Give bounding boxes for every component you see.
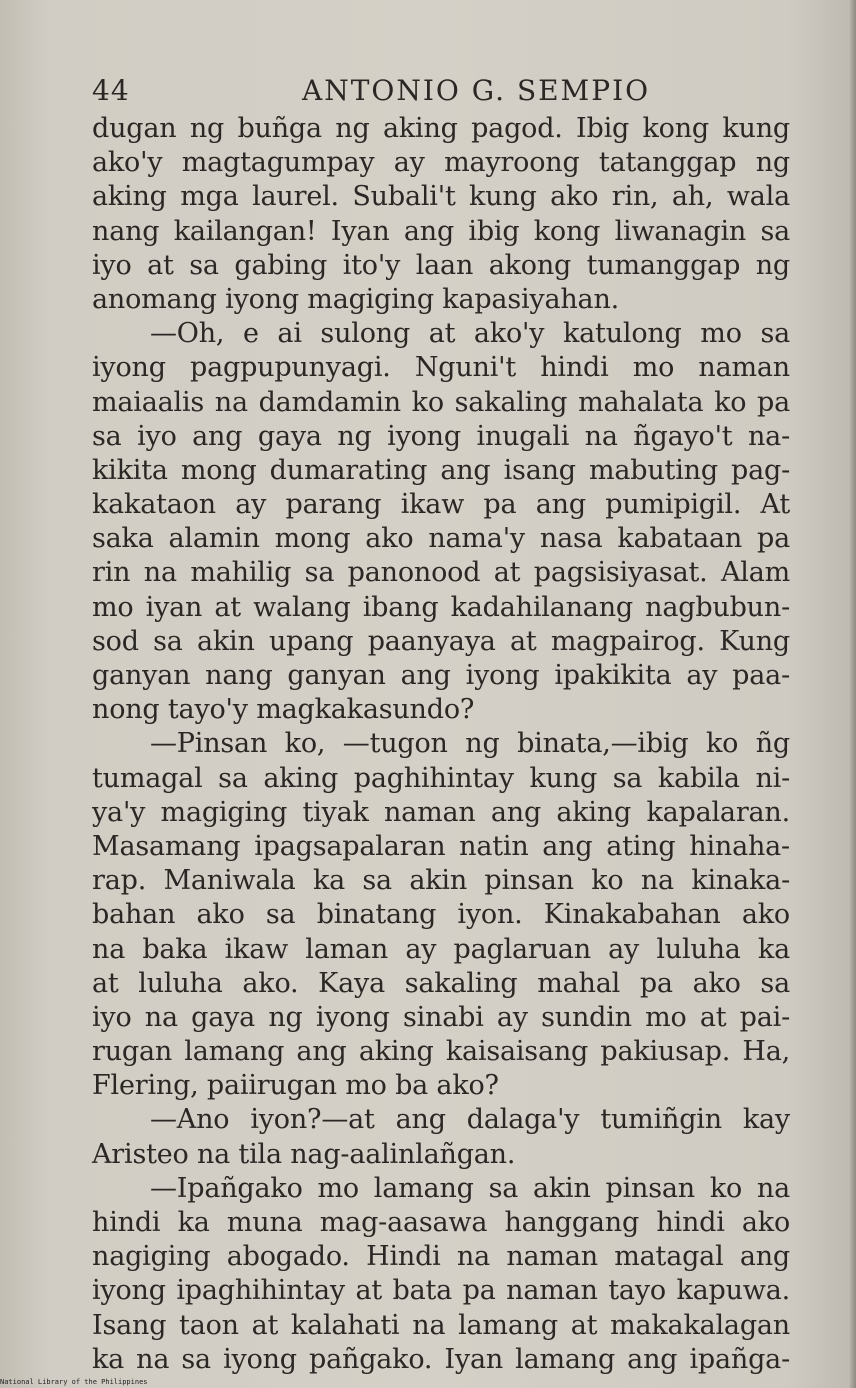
text-line: Flering, paiirugan mo ba ako? <box>92 1070 499 1102</box>
text-line: iyong ipaghihintay at bata pa naman tayo kapuwa. <box>92 1275 790 1307</box>
text-line: na baka ikaw laman ay paglaruan ay luluha ka <box>92 933 790 965</box>
text-line: iyong pagpupunyagi. Nguni't hindi mo naman <box>92 352 790 384</box>
text-line: hindi ka muna mag-aasawa hanggang hindi ako <box>92 1207 790 1238</box>
text-line: maiaalis na damdamin ko sakaling mahalata ko pa <box>92 386 790 418</box>
text-line: dugan ng buñga ng aking pagod. Ibig kong kung <box>92 113 790 144</box>
text-line: anomang iyong magiging kapasiyahan. <box>92 283 620 315</box>
text-line: ganyan nang ganyan ang iyong ipakikita ay paa- <box>92 660 790 691</box>
text-line: —Ano iyon?—at ang dalaga'y tumiñgin kay <box>150 1104 790 1136</box>
text-line: —Oh, e ai sulong at ako'y katulong mo sa <box>150 318 790 350</box>
text-line: bahan ako sa binatang iyon. Kinakabahan ako <box>92 899 790 931</box>
text-line: tumagal sa aking paghihintay kung sa kabila ni- <box>92 762 790 794</box>
text-line: sa iyo ang gaya ng iyong inugali na ñgayo't na- <box>92 420 790 452</box>
text-line: rugan lamang ang aking kaisaisang pakiusap. Ha, <box>92 1036 790 1068</box>
text-line: nong tayo'y magkakasundo? <box>92 694 475 726</box>
page-number: 44 <box>92 74 130 107</box>
text-line: ya'y magiging tiyak naman ang aking kapalaran. <box>92 796 790 828</box>
text-line: mo iyan at walang ibang kadahilanang nagbubun- <box>92 591 790 623</box>
text-line: iyo na gaya ng iyong sinabi ay sundin mo at pai- <box>92 1001 790 1033</box>
text-line: Masamang ipagsapalaran natin ang ating hinaha- <box>92 830 790 862</box>
text-line: kakataon ay parang ikaw pa ang pumipigil. At <box>92 489 790 521</box>
text-line: at luluha ako. Kaya sakaling mahal pa ako sa <box>92 967 790 999</box>
text-line: ako'y magtagumpay ay mayroong tatanggap ng <box>92 147 790 179</box>
page-edge-shadow <box>850 0 856 1388</box>
text-line: aking mga laurel. Subali't kung ako rin, ah, wala <box>92 181 790 213</box>
text-line: —Ipañgako mo lamang sa akin pinsan ko na <box>150 1172 790 1204</box>
text-line: ka na sa iyong pañgako. Iyan lamang ang ipañga- <box>92 1343 790 1375</box>
text-line: saka alamin mong ako nama'y nasa kabataan pa <box>92 523 790 555</box>
text-line: nagiging abogado. Hindi na naman matagal ang <box>92 1241 790 1273</box>
text-line: Isang taon at kalahati na lamang at makakalagan <box>92 1309 790 1341</box>
text-line: Aristeo na tila nag-aalinlañgan. <box>92 1138 516 1170</box>
library-credit: National Library of the Philippines <box>0 1378 148 1386</box>
text-line: rin na mahilig sa panonood at pagsisiyasat. Alam <box>92 557 790 589</box>
text-line: —Pinsan ko, —tugon ng binata,—ibig ko ñg <box>150 728 790 760</box>
text-line: iyo at sa gabing ito'y laan akong tumanggap ng <box>92 249 790 281</box>
text-line: kikita mong dumarating ang isang mabuting pag- <box>92 454 790 486</box>
body-text <box>92 112 790 1377</box>
text-line: rap. Maniwala ka sa akin pinsan ko na kinaka- <box>92 865 790 897</box>
text-line: sod sa akin upang paanyaya at magpairog. Kung <box>92 625 790 657</box>
text-line: nang kailangan! Iyan ang ibig kong liwanagin sa <box>92 215 790 247</box>
running-head: ANTONIO G. SEMPIO <box>302 74 651 107</box>
page-header <box>92 74 792 114</box>
